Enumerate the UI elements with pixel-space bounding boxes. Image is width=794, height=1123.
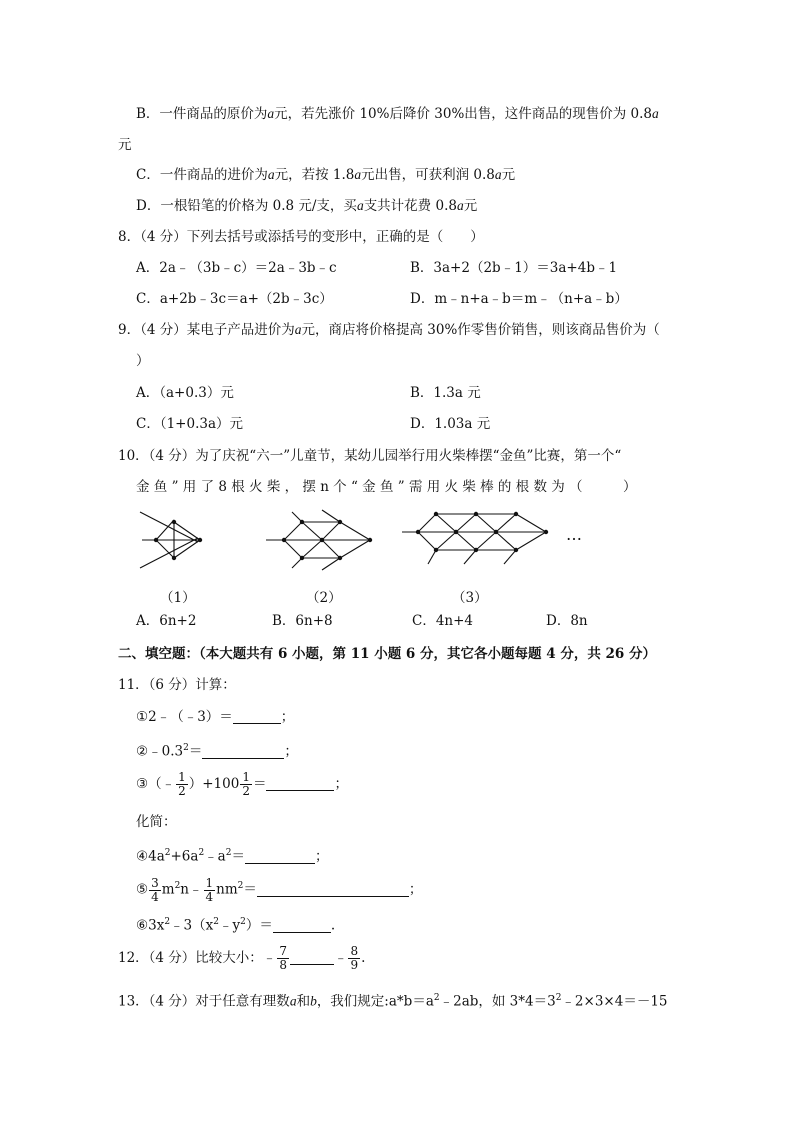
q11-item-2: $②﹣0.3^2=$ ； — [136, 743, 298, 760]
q11-simplify-label: 化简： — [136, 814, 177, 830]
fraction: $\frac{1}{2}$ — [242, 770, 250, 798]
q11-item-1: ①2﹣（﹣3）＝ ； — [136, 709, 295, 725]
figure-2-label: （2） — [306, 590, 342, 606]
q8-option-a: A．2a﹣（3b﹣c）＝2a﹣3b﹣c — [136, 260, 337, 276]
q11-item-3: ③（﹣ $\frac{1}{2}$ ）+100 $\frac{1}{2}$ ＝ ； — [136, 770, 348, 798]
answer-blank[interactable] — [245, 849, 315, 864]
q9-option-b: B．1.3a 元 — [410, 385, 481, 401]
answer-blank[interactable] — [290, 950, 334, 965]
q8-option-b: B．3a+2（2b﹣1）＝3a+4b﹣1 — [410, 260, 618, 276]
figure-3-label: （3） — [452, 590, 488, 606]
fraction: $\frac{1}{4}$ — [205, 875, 214, 904]
answer-blank[interactable] — [233, 709, 281, 724]
q7-option-b-line2: 元 — [118, 137, 132, 153]
answer-blank[interactable] — [202, 744, 284, 759]
answer-blank[interactable] — [257, 882, 409, 897]
q7-option-d: D．一根铅笔的价格为 0.8 元/支，买a支共计花费 0.8a元 — [136, 198, 478, 214]
q10-option-b: B．6n+8 — [272, 613, 333, 629]
answer-blank[interactable] — [266, 776, 334, 791]
q9-option-a: A．（a+0.3）元 — [136, 385, 234, 401]
q10-option-a: A．6n+2 — [136, 613, 197, 629]
answer-blank[interactable] — [273, 918, 331, 933]
q12-stem: 12．（4 分）比较大小：﹣ $\frac{7}{8}$ ﹣ $\frac{8}{9}$ . — [118, 944, 366, 972]
goldfish-figure-2 — [262, 502, 382, 572]
q9-option-c: C．（1+0.3a）元 — [136, 416, 243, 432]
q9-stem-line2: ） — [136, 353, 150, 369]
q10-stem-line2: 金 鱼 ” 用 了 8 根 火 柴 ， 摆 n 个 “ 金 鱼 ” 需 用 火 柴 棒 的 根 数 为 （ ） — [136, 479, 637, 495]
fraction: $\frac{7}{8}$ — [279, 944, 287, 972]
q8-option-d: D．m﹣n+a﹣b＝m﹣（n+a﹣b） — [410, 291, 628, 307]
section-2-title: 二、填空题：（本大题共有 6 小题，第 11 小题 6 分，其它各小题每题 4 分，共 26 分） — [118, 646, 657, 662]
goldfish-figure-1 — [134, 502, 214, 572]
q10-option-d: D．8n — [546, 613, 588, 629]
q10-option-c: C．4n+4 — [412, 613, 474, 629]
fraction: $\frac{8}{9}$ — [350, 944, 359, 972]
q11-stem: 11．（6 分）计算： — [118, 677, 236, 693]
goldfish-figure-3 — [400, 502, 550, 572]
q8-option-c: C．a+2b﹣3c＝a+（2b﹣3c） — [136, 291, 333, 307]
q11-item-5: ⑤ $\frac{3}{4}$ $m^2n﹣$ $\frac{1}{4}$ $nm^2=$ ； — [136, 875, 423, 904]
q11-item-4: $④4a^2+6a^2﹣a^2=$ ； — [136, 848, 329, 865]
q8-stem: 8．（4 分）下列去括号或添括号的变形中，正确的是（ ） — [118, 229, 484, 245]
q11-item-6: $⑥3x^2﹣3(x^2﹣y^2)=$ . — [136, 917, 336, 934]
q9-stem: 9．（4 分）某电子产品进价为a元，商店将价格提高 30%作零售价销售，则该商品售价为（ — [118, 322, 660, 338]
fraction: $\frac{3}{4}$ — [151, 875, 159, 904]
q10-stem-line1: 10．（4 分）为了庆祝“六一”儿童节，某幼儿园举行用火柴棒摆“金鱼”比赛，第一个“ — [118, 448, 622, 464]
q7-option-c: C．一件商品的进价为a元，若按 1.8a元出售，可获利润 0.8a元 — [136, 167, 516, 183]
goldfish-ellipsis: … — [566, 525, 582, 544]
figure-1-label: （1） — [160, 590, 196, 606]
q7-option-b-line1: B．一件商品的原价为a元，若先涨价 10%后降价 30%出售，这件商品的现售价为 0.8a — [136, 106, 659, 122]
fraction: $\frac{1}{2}$ — [178, 770, 186, 798]
q9-option-d: D．1.03a 元 — [410, 416, 491, 432]
q13-stem: 13．（4 分）对于任意有理数a和b，我们规定$:a*b=a^2﹣2ab$，如 $3*4=3^2﹣2\times 3\times 4=-15$ — [118, 993, 668, 1010]
